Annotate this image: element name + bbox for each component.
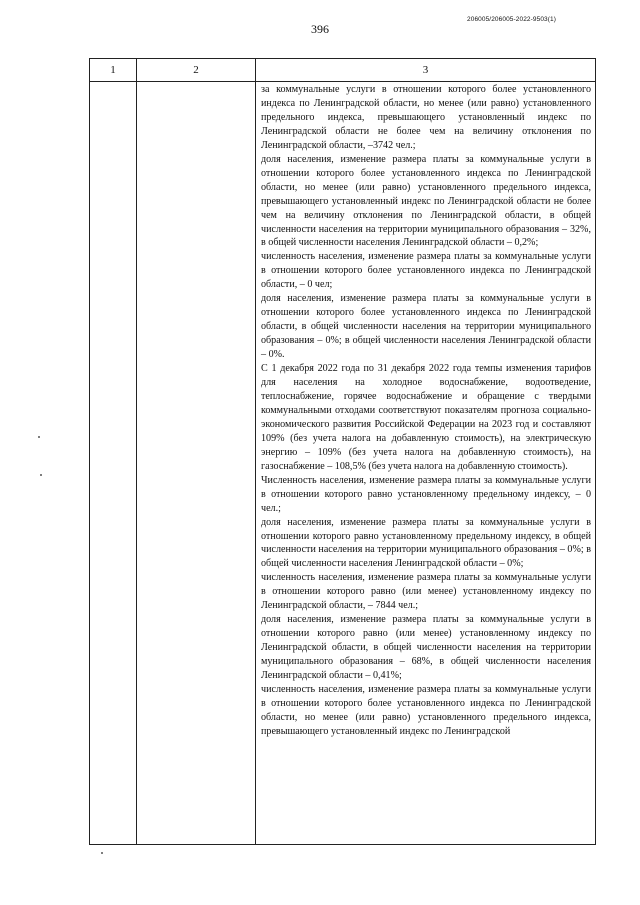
paragraph: численность населения, изменение размера платы за коммунальные услуги в отношении которого более установленного индекса по Ленинградской области, но менее (или равно) установленного предельного индекса, превышающего установленный индекс по Ленинградской <box>261 683 591 737</box>
paragraph: С 1 декабря 2022 года по 31 декабря 2022 года темпы изменения тарифов для населения на холодное водоснабжение, водоотведение, теплоснабжение, горячее водоснабжение и обращение с твердыми коммунальными отходами соответствуют показателям прогноза социально-экономического развития Российской Федерации на 2023 год и составляют 109% (без учета налога на добавленную стоимость), на электрическую энергию – 109% (без учета налога на добавленную стоимость), на газоснабжение – 108,5% (без учета налога на добавленную стоимость). <box>261 363 591 472</box>
scan-speck <box>101 852 103 854</box>
paragraph: доля населения, изменение размера платы за коммунальные услуги в отношении которого более установленного индекса по Ленинградской области, в общей численности населения на территории муниципального образования – 0%; в общей численности населения Ленинградской области – 0%. <box>261 293 591 361</box>
column-1-cell <box>90 82 137 845</box>
column-2-cell <box>137 82 256 845</box>
cell-text-content <box>256 82 595 739</box>
table-row <box>90 82 596 845</box>
column-3-cell <box>256 82 596 845</box>
scan-speck <box>38 436 40 438</box>
paragraph: за коммунальные услуги в отношении которого более установленного индекса по Ленинградской области, но менее (или равно) установленного предельного индекса, превышающего установленный индекс по Ленинградской области не более чем на величину отклонения по Ленинградской области, –3742 чел.; <box>261 84 591 151</box>
paragraph: Численность населения, изменение размера платы за коммунальные услуги в отношении которого равно установленному предельному индексу, – 0 чел.; <box>261 474 591 514</box>
page-number: 396 <box>311 22 329 36</box>
column-header-1: 1 <box>90 59 137 82</box>
column-header-3: 3 <box>256 59 596 82</box>
paragraph: численность населения, изменение размера платы за коммунальные услуги в отношении которого равно (или менее) установленному индексу по Ленинградской области, – 7844 чел.; <box>261 572 591 612</box>
scan-speck <box>40 474 42 476</box>
paragraph: доля населения, изменение размера платы за коммунальные услуги в отношении которого равно установленному предельному индексу, в общей численности населения на территории муниципального образования – 0%; в общей численности населения Ленинградской области – 0%; <box>261 516 591 570</box>
document-id: 206005/206005-2022-9503(1) <box>467 16 556 23</box>
column-header-2: 2 <box>137 59 256 82</box>
table-header-row <box>90 59 596 82</box>
paragraph: доля населения, изменение размера платы за коммунальные услуги в отношении которого более установленного индекса по Ленинградской области, но менее (или равно) установленного предельного индекса, превышающего установленный индекс по Ленинградской области не более чем на величину отклонения по Ленинградской области, в общей численности населения на территории муниципального образования – 32%, в общей численности населения Ленинградской области – 0,2%; <box>261 153 591 249</box>
document-table <box>89 58 596 845</box>
paragraph: численность населения, изменение размера платы за коммунальные услуги в отношении которого более установленного индекса по Ленинградской области, – 0 чел; <box>261 251 591 291</box>
paragraph: доля населения, изменение размера платы за коммунальные услуги в отношении которого равно (или менее) установленному индексу по Ленинградской области, в общей численности населения на территории муниципального образования – 68%, в общей численности населения Ленинградской области – 0,41%; <box>261 614 591 682</box>
